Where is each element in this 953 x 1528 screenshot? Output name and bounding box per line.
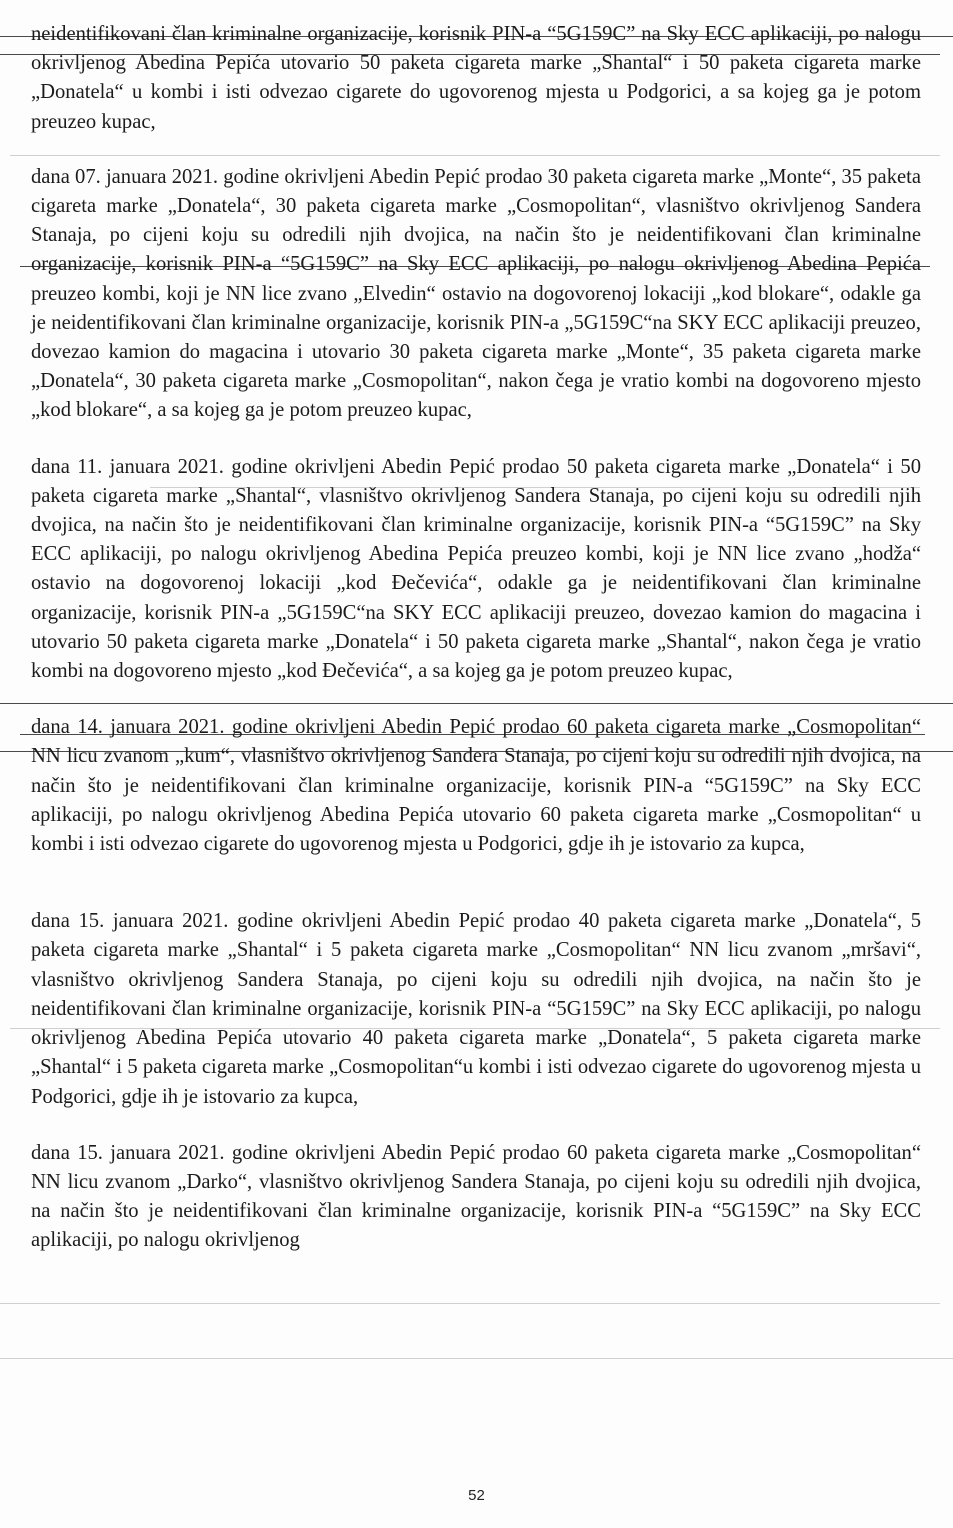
paragraph-january-07: dana 07. januara 2021. godine okrivljeni Abedin Pepić prodao 30 paketa cigareta marke „Monte“, 35 paketa cigareta marke „Donatela“, 30 paketa cigareta marke „Cosmopolitan“, vlasništvo okrivljenog Sandera Stanaja, po cijeni koju su odredili njih dvojica, na način što je neidentifikovani član kriminalne organizacije, korisnik PIN-a “5G159C” na Sky ECC aplikaciji, po nalogu okrivljenog Abedina Pepića preuzeo kombi, koji je NN lice zvano „Elvedin“ ostavio na dogovorenoj lokaciji „kod blokare“, odakle ga je neidentifikovani član kriminalne organizacije, korisnik PIN-a „5G159C“na SKY ECC aplikaciji preuzeo, dovezao kamion do magacina i utovario 30 paketa cigareta marke „Monte“, 35 paketa cigareta marke „Donatela“, 30 paketa cigareta marke „Cosmopolitan“, nakon čega je vratio kombi na dogovoreno mjesto „kod blokare“, a sa kojeg ga je potom preuzeo kupac, (31, 165, 921, 422)
scan-artifact-line (0, 1303, 940, 1304)
paragraph-january-14: dana 14. januara 2021. godine okrivljeni Abedin Pepić prodao 60 paketa cigareta marke „Cosmopolitan“ NN licu zvanom „kum“, vlasništvo okrivljenog Sandera Stanaja, po cijeni koju su odredili njih dvojica, na način što je neidentifikovani član kriminalne organizacije, korisnik PIN-a “5G159C” na Sky ECC aplikaciji, po nalogu okrivljenog Abedina Pepića utovario 60 paketa cigareta marke „Cosmopolitan“ u kombi i isti odvezao cigarete do ugovorenog mjesta u Podgorici, gdje ih je istovario za kupca, (31, 716, 921, 856)
scan-artifact-line (0, 1358, 953, 1359)
paragraph-january-15-darko: dana 15. januara 2021. godine okrivljeni Abedin Pepić prodao 60 paketa cigareta marke „Cosmopolitan“ NN licu zvanom „Darko“, vlasništvo okrivljenog Sandera Stanaja, po cijeni koju su odredili njih dvojica, na način što je neidentifikovani član kriminalne organizacije, korisnik PIN-a “5G159C” na Sky ECC aplikaciji, po nalogu okrivljenog (31, 1141, 921, 1252)
paragraph-january-11: dana 11. januara 2021. godine okrivljeni Abedin Pepić prodao 50 paketa cigareta marke „Donatela“ i 50 paketa cigareta marke „Shantal“, vlasništvo okrivljenog Sandera Stanaja, po cijeni koju su odredili njih dvojica, na način što je neidentifikovani član kriminalne organizacije, korisnik PIN-a “5G159C” na Sky ECC aplikaciji, po nalogu okrivljenog Abedina Pepića preuzeo kombi, koji je NN lice zvano „hodža“ ostavio na dogovorenoj lokaciji „kod Đečevića“, odakle ga je neidentifikovani član kriminalne organizacije, korisnik PIN-a „5G159C“na SKY ECC aplikaciji preuzeo, dovezao kamion do magacina i utovario 50 paketa cigareta marke „Donatela“ i 50 paketa cigareta marke „Shantal“, nakon čega je vratio kombi na dogovoreno mjesto „kod Đečevića“, a sa kojeg ga je potom preuzeo kupac, (31, 455, 921, 683)
paragraph-continuation: neidentifikovani član kriminalne organizacije, korisnik PIN-a “5G159C” na Sky ECC aplikaciji, po nalogu okrivljenog Abedina Pepića utovario 50 paketa cigareta marke „Shantal“ i 50 paketa cigareta marke „Donatela“ u kombi i isti odvezao cigarete do ugovorenog mjesta u Podgorici, a sa kojeg ga je potom preuzeo kupac, (31, 23, 921, 133)
paragraph-january-15-mrsavi: dana 15. januara 2021. godine okrivljeni Abedin Pepić prodao 40 paketa cigareta marke „Donatela“, 5 paketa cigareta marke „Shantal“ i 5 paketa cigareta marke „Cosmopolitan“ NN licu zvanom „mršavi“, vlasništvo okrivljenog Sandera Stanaja, po cijeni koju su odredili njih dvojica, na način što je neidentifikovani član kriminalne organizacije, korisnik PIN-a “5G159C” na Sky ECC aplikaciji, po nalogu okrivljenog Abedina Pepića utovario 40 paketa cigareta marke „Donatela“, 5 paketa cigareta marke „Shantal“ i 5 paketa cigareta marke „Cosmopolitan“u kombi i isti odvezao cigarete do ugovorenog mjesta u Podgorici, gdje ih je istovario za kupca, (31, 910, 921, 1108)
page-number: 52 (468, 1487, 485, 1504)
document-body (31, 20, 921, 1283)
